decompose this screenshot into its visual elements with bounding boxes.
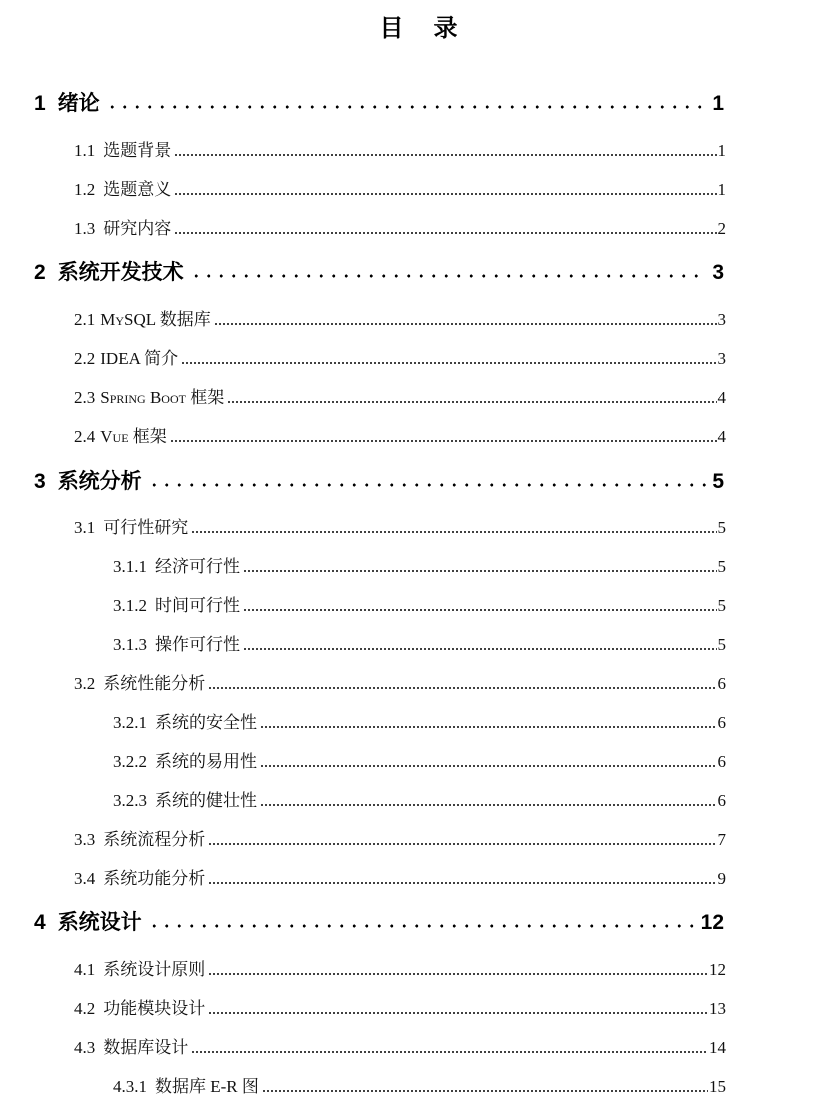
toc-number: 4.3.1 [113,1077,147,1096]
toc-text: IDEA 简介 [100,349,179,368]
dot-leader [174,153,716,157]
dot-leader [260,803,717,807]
toc-number: 3.1.2 [113,596,147,615]
toc-section-2-1[interactable] [74,307,726,333]
dot-leader [106,104,707,110]
toc-number: 3.1.1 [113,557,147,576]
toc-page-number: 9 [717,869,726,888]
dot-leader [260,764,717,768]
toc-number: 2.3 [74,388,96,407]
toc-page-number: 5 [717,635,726,654]
dot-leader [190,273,707,279]
toc-text: 系统设计原则 [103,960,206,979]
toc-number: 3.2 [74,674,96,693]
toc-text: 系统功能分析 [103,869,206,888]
dot-leader [243,608,717,612]
toc-number: 2.2 [74,349,96,368]
toc-subsection-3-1-1[interactable] [113,554,726,580]
toc-text: 系统的易用性 [155,752,257,771]
toc-text: 数据库 E-R 图 [155,1077,259,1096]
toc-text: 系统流程分析 [103,830,206,849]
dot-leader [208,686,716,690]
toc-section-4-1[interactable] [74,957,726,983]
toc-subsection-4-3-1[interactable] [113,1074,726,1100]
dot-leader [243,647,717,651]
toc-page-number: 4 [717,427,726,446]
dot-leader [262,1089,708,1093]
toc-page-number: 5 [717,518,726,537]
toc-page-number: 1 [717,141,726,160]
toc-number: 3.1.3 [113,635,147,654]
toc-subsection-3-2-2[interactable] [113,749,726,775]
toc-section-1-2[interactable] [74,177,726,203]
toc-number: 3.2.1 [113,713,147,732]
toc-page-number: 6 [717,713,726,732]
toc-section-4-2[interactable] [74,996,726,1022]
toc-page-number: 12 [700,911,724,934]
dot-leader [208,881,716,885]
toc-page-number: 3 [717,310,726,329]
toc-number: 4.2 [74,999,96,1018]
toc-number: 2.1 [74,310,96,329]
toc-number: 3 [34,470,46,493]
dot-leader [208,1011,708,1015]
toc-section-3-1[interactable] [74,515,726,541]
toc-text: 系统分析 [57,470,142,493]
toc-number: 1.1 [74,141,96,160]
toc-chapter-4[interactable] [34,908,724,938]
toc-text: 绪论 [57,92,100,115]
toc-chapter-2[interactable] [34,258,724,288]
toc-page-number: 6 [717,752,726,771]
toc-number: 3.3 [74,830,96,849]
toc-section-2-4[interactable] [74,424,726,450]
toc-subsection-3-2-3[interactable] [113,788,726,814]
toc-section-3-4[interactable] [74,866,726,892]
toc-text: 数据库设计 [103,1038,189,1057]
toc-text: 时间可行性 [155,596,240,615]
toc-page-number: 12 [709,960,726,979]
toc-page-number: 3 [712,261,724,284]
dot-leader [174,231,716,235]
toc-page-number: 4 [717,388,726,407]
toc-section-3-3[interactable] [74,827,726,853]
dot-leader [174,192,716,196]
toc-text: 经济可行性 [155,557,240,576]
toc-text: 系统的健壮性 [155,791,257,810]
toc-number: 4.1 [74,960,96,979]
toc-number: 1 [34,92,46,115]
dot-leader [148,923,695,929]
toc-section-1-3[interactable] [74,216,726,242]
toc-number: 4.3 [74,1038,96,1057]
toc-section-2-3[interactable] [74,385,726,411]
toc-section-4-3[interactable] [74,1035,726,1061]
dot-leader [243,569,717,573]
toc-number: 2 [34,261,46,284]
toc-number: 3.1 [74,518,96,537]
toc-text: 可行性研究 [103,518,189,537]
dot-leader [214,322,717,326]
toc-text: 系统的安全性 [155,713,257,732]
toc-page-number: 5 [712,470,724,493]
toc-text: 研究内容 [103,219,172,238]
toc-subsection-3-1-3[interactable] [113,632,726,658]
toc-number: 3.4 [74,869,96,888]
toc-text: Spring Boot 框架 [100,388,225,407]
toc-text: 操作可行性 [155,635,240,654]
page-title [0,10,839,46]
toc-page-number: 3 [717,349,726,368]
dot-leader [208,972,708,976]
toc-chapter-1[interactable] [34,89,724,119]
toc-page-number: 2 [717,219,726,238]
toc-page-number: 1 [712,92,724,115]
dot-leader [191,1050,708,1054]
toc-page-number: 7 [717,830,726,849]
toc-subsection-3-1-2[interactable] [113,593,726,619]
toc-number: 4 [34,911,46,934]
dot-leader [170,439,717,443]
toc-section-2-2[interactable] [74,346,726,372]
toc-page-number: 5 [717,596,726,615]
dot-leader [191,530,716,534]
toc-subsection-3-2-1[interactable] [113,710,726,736]
toc-section-1-1[interactable] [74,138,726,164]
toc-number: 2.4 [74,427,96,446]
toc-page-number: 5 [717,557,726,576]
toc-text: 选题背景 [103,141,172,160]
toc-text: 系统性能分析 [103,674,206,693]
title-char-1: 目 [379,14,406,42]
toc-number: 1.2 [74,180,96,199]
toc-text: Vue 框架 [100,427,167,446]
toc-page-number: 14 [709,1038,726,1057]
dot-leader [181,361,716,365]
toc-page-number: 6 [717,674,726,693]
toc-page-number: 6 [717,791,726,810]
toc-section-3-2[interactable] [74,671,726,697]
toc-text: 功能模块设计 [103,999,206,1018]
dot-leader [260,725,717,729]
toc-page-number: 13 [709,999,726,1018]
title-char-2: 录 [433,14,460,42]
dot-leader [148,482,707,488]
toc-text: 系统设计 [57,911,142,934]
toc-number: 3.2.3 [113,791,147,810]
toc-chapter-3[interactable] [34,467,724,497]
dot-leader [208,842,716,846]
toc-text: MySQL 数据库 [100,310,211,329]
toc-page-number: 15 [709,1077,726,1096]
toc-number: 3.2.2 [113,752,147,771]
toc-page-number: 1 [717,180,726,199]
toc-text: 系统开发技术 [57,261,184,284]
toc-number: 1.3 [74,219,96,238]
dot-leader [227,400,716,404]
toc-text: 选题意义 [103,180,172,199]
